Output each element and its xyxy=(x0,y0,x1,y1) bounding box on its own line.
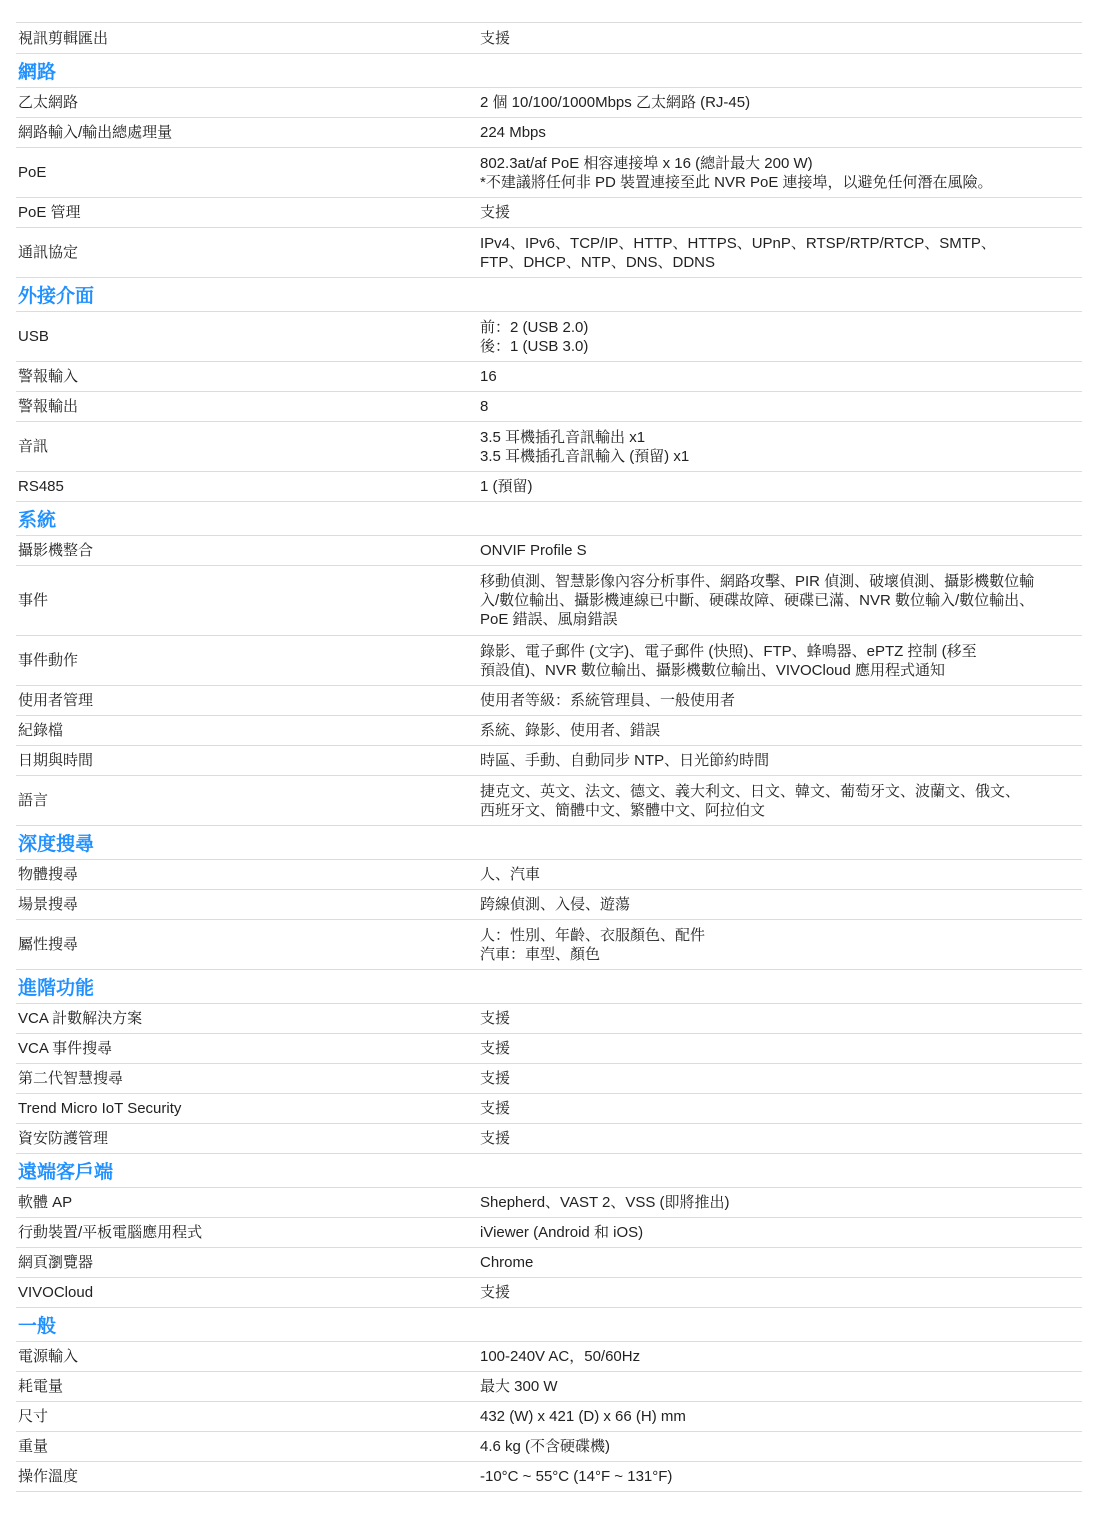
spec-label: VCA 計數解決方案 xyxy=(18,1010,143,1027)
spec-label: 語言 xyxy=(18,792,49,809)
spec-value xyxy=(480,1067,1082,1090)
section-title: 遠端客戶端 xyxy=(18,1162,114,1183)
spec-value-line: 支援 xyxy=(480,1284,511,1301)
spec-label: VCA 事件搜尋 xyxy=(18,1040,113,1057)
spec-value-line: 移動偵測、智慧影像內容分析事件、網路攻擊、PIR 偵測、破壞偵測、攝影機數位輸 xyxy=(480,573,1035,590)
spec-value-line: 時區、手動、自動同步 NTP、日光節約時間 xyxy=(480,752,770,769)
spec-label: 紀錄檔 xyxy=(18,722,64,739)
section-header xyxy=(16,278,1082,312)
spec-label: 屬性搜尋 xyxy=(18,936,79,953)
spec-value-line: 後：1 (USB 3.0) xyxy=(480,337,589,355)
spec-value-line: IPv4、IPv6、TCP/IP、HTTP、HTTPS、UPnP、RTSP/RTP/RTCP、SMTP、 xyxy=(480,234,996,252)
spec-value-line: 使用者等級：系統管理員、一般使用者 xyxy=(480,692,736,709)
spec-label: 行動裝置/平板電腦應用程式 xyxy=(18,1224,203,1241)
spec-value xyxy=(480,1251,1082,1274)
section-header xyxy=(16,502,1082,536)
spec-row xyxy=(16,746,1082,776)
spec-row xyxy=(16,88,1082,118)
spec-row xyxy=(16,1402,1082,1432)
spec-value xyxy=(480,780,1082,822)
spec-value xyxy=(480,121,1082,144)
section-header xyxy=(16,54,1082,88)
spec-value xyxy=(480,1097,1082,1120)
spec-label: 重量 xyxy=(18,1438,49,1455)
spec-label: 通訊協定 xyxy=(18,244,79,261)
spec-label: PoE 管理 xyxy=(18,204,81,221)
spec-value-line: 1 (預留) xyxy=(480,478,533,495)
section-header xyxy=(16,1154,1082,1188)
spec-value-line: 支援 xyxy=(480,1010,511,1027)
spec-label: 攝影機整合 xyxy=(18,542,94,559)
spec-row xyxy=(16,1094,1082,1124)
spec-value-line: 前：2 (USB 2.0) xyxy=(480,318,589,336)
spec-value-line: 人：性別、年齡、衣服顏色、配件 xyxy=(480,926,706,944)
spec-value-line: 3.5 耳機插孔音訊輸入 (預留) x1 xyxy=(480,447,690,465)
spec-label: PoE xyxy=(18,164,47,181)
section-title: 深度搜尋 xyxy=(18,834,95,855)
spec-row xyxy=(16,1248,1082,1278)
section-title: 外接介面 xyxy=(18,286,95,307)
spec-value xyxy=(480,689,1082,712)
spec-row xyxy=(16,1004,1082,1034)
spec-value-line: 錄影、電子郵件 (文字)、電子郵件 (快照)、FTP、蜂鳴器、ePTZ 控制 (移至 xyxy=(480,642,977,660)
spec-value xyxy=(480,152,1082,194)
spec-value-line: 2 個 10/100/1000Mbps 乙太網路 (RJ-45) xyxy=(480,94,751,111)
spec-label: 網路輸入/輸出總處理量 xyxy=(18,124,173,141)
spec-row xyxy=(16,148,1082,198)
spec-label: 警報輸入 xyxy=(18,368,79,385)
spec-row xyxy=(16,1124,1082,1154)
spec-value-line: 100-240V AC，50/60Hz xyxy=(480,1348,641,1365)
spec-value xyxy=(480,316,1082,358)
spec-value-line: 人、汽車 xyxy=(480,866,541,883)
spec-value-line: 3.5 耳機插孔音訊輸出 x1 xyxy=(480,428,646,446)
spec-value-line: 支援 xyxy=(480,1070,511,1087)
spec-value xyxy=(480,863,1082,886)
spec-row xyxy=(16,1278,1082,1308)
spec-value-line: 802.3at/af PoE 相容連接埠 x 16 (總計最大 200 W) xyxy=(480,154,813,172)
spec-value xyxy=(480,91,1082,114)
spec-value-line: 最大 300 W xyxy=(480,1378,558,1395)
spec-label: 網頁瀏覽器 xyxy=(18,1254,94,1271)
spec-row xyxy=(16,716,1082,746)
spec-row xyxy=(16,566,1082,636)
spec-value-line: 跨線偵測、入侵、遊蕩 xyxy=(480,896,631,913)
spec-label: 軟體 AP xyxy=(18,1194,73,1211)
spec-row xyxy=(16,686,1082,716)
spec-row xyxy=(16,1064,1082,1094)
spec-label: Trend Micro IoT Security xyxy=(18,1100,182,1117)
spec-value xyxy=(480,1281,1082,1304)
spec-row xyxy=(16,1372,1082,1402)
spec-row xyxy=(16,392,1082,422)
spec-value-line: 224 Mbps xyxy=(480,124,546,141)
spec-label: 音訊 xyxy=(18,438,49,455)
spec-value-line: ONVIF Profile S xyxy=(480,542,587,559)
spec-label: 第二代智慧搜尋 xyxy=(18,1070,124,1087)
spec-label: 事件動作 xyxy=(18,652,79,669)
spec-value-line: FTP、DHCP、NTP、DNS、DDNS xyxy=(480,253,716,271)
spec-value xyxy=(480,1221,1082,1244)
spec-row xyxy=(16,312,1082,362)
spec-value-line: -10°C ~ 55°C (14°F ~ 131°F) xyxy=(480,1468,673,1485)
spec-label: 乙太網路 xyxy=(18,94,79,111)
spec-value-line: Chrome xyxy=(480,1254,534,1271)
spec-value-line: 支援 xyxy=(480,29,511,47)
spec-row xyxy=(16,636,1082,686)
spec-value xyxy=(480,232,1082,274)
spec-value-line: 汽車：車型、顏色 xyxy=(480,945,601,963)
spec-value-line: 支援 xyxy=(480,1130,511,1147)
section-title: 系統 xyxy=(18,510,57,531)
spec-value-line: 8 xyxy=(480,398,489,415)
spec-value-line: 16 xyxy=(480,368,497,385)
spec-value xyxy=(480,27,1082,50)
spec-label: 使用者管理 xyxy=(18,692,94,709)
spec-value xyxy=(480,1191,1082,1214)
spec-row xyxy=(16,1188,1082,1218)
spec-label: 資安防護管理 xyxy=(18,1130,109,1147)
spec-label: 耗電量 xyxy=(18,1378,64,1395)
spec-row xyxy=(16,1034,1082,1064)
section-header xyxy=(16,1308,1082,1342)
spec-row xyxy=(16,1432,1082,1462)
spec-value xyxy=(480,570,1082,631)
spec-value-line: 入/數位輸出、攝影機連線已中斷、硬碟故障、硬碟已滿、NVR 數位輸入/數位輸出、 xyxy=(480,592,1035,609)
spec-row xyxy=(16,920,1082,970)
spec-value xyxy=(480,1375,1082,1398)
spec-label: 日期與時間 xyxy=(18,752,94,769)
spec-row xyxy=(16,472,1082,502)
spec-value xyxy=(480,1405,1082,1428)
spec-row xyxy=(16,890,1082,920)
spec-value xyxy=(480,395,1082,418)
spec-value-line: 預設值)、NVR 數位輸出、攝影機數位輸出、VIVOCloud 應用程式通知 xyxy=(480,661,946,679)
spec-row xyxy=(16,776,1082,826)
spec-value xyxy=(480,1465,1082,1488)
spec-value xyxy=(480,539,1082,562)
spec-row xyxy=(16,860,1082,890)
spec-row xyxy=(16,118,1082,148)
spec-value xyxy=(480,201,1082,224)
spec-label: 尺寸 xyxy=(18,1408,49,1425)
spec-label: 事件 xyxy=(18,592,49,609)
spec-value-line: 支援 xyxy=(480,1040,511,1057)
spec-value-line: 支援 xyxy=(480,1100,511,1117)
spec-value xyxy=(480,640,1082,682)
spec-label: VIVOCloud xyxy=(18,1284,94,1301)
spec-row xyxy=(16,198,1082,228)
spec-value xyxy=(480,719,1082,742)
spec-value-line: 系統、錄影、使用者、錯誤 xyxy=(480,722,661,739)
section-title: 網路 xyxy=(18,62,57,83)
spec-value-line: 支援 xyxy=(480,204,511,221)
section-title: 進階功能 xyxy=(18,978,95,999)
spec-value xyxy=(480,749,1082,772)
section-title: 一般 xyxy=(18,1316,57,1337)
spec-row xyxy=(16,422,1082,472)
spec-label: 電源輸入 xyxy=(18,1348,79,1365)
spec-row xyxy=(16,228,1082,278)
spec-value xyxy=(480,893,1082,916)
spec-label: 操作溫度 xyxy=(18,1468,79,1485)
spec-value xyxy=(480,1127,1082,1150)
spec-row xyxy=(16,1218,1082,1248)
spec-value-line: PoE 錯誤、風扇錯誤 xyxy=(480,611,618,628)
spec-value xyxy=(480,1345,1082,1368)
spec-table xyxy=(16,22,1082,1492)
spec-value-line: 432 (W) x 421 (D) x 66 (H) mm xyxy=(480,1408,686,1425)
spec-label: 物體搜尋 xyxy=(18,866,79,883)
spec-label: 視訊剪輯匯出 xyxy=(18,29,109,47)
spec-row xyxy=(16,362,1082,392)
spec-value xyxy=(480,1007,1082,1030)
spec-value-line: *不建議將任何非 PD 裝置連接至此 NVR PoE 連接埠，以避免任何潛在風險。 xyxy=(480,173,993,191)
spec-value xyxy=(480,1435,1082,1458)
spec-value xyxy=(480,475,1082,498)
spec-row xyxy=(16,23,1082,54)
section-header xyxy=(16,970,1082,1004)
spec-value xyxy=(480,426,1082,468)
spec-label: RS485 xyxy=(18,478,64,495)
spec-row xyxy=(16,536,1082,566)
section-header xyxy=(16,826,1082,860)
spec-value-line: iViewer (Android 和 iOS) xyxy=(480,1224,644,1241)
spec-value xyxy=(480,1037,1082,1060)
spec-row xyxy=(16,1342,1082,1372)
spec-row xyxy=(16,1462,1082,1492)
spec-label: 警報輸出 xyxy=(18,398,79,415)
spec-value-line: Shepherd、VAST 2、VSS (即將推出) xyxy=(480,1194,730,1211)
spec-value xyxy=(480,924,1082,966)
spec-value-line: 西班牙文、簡體中文、繁體中文、阿拉伯文 xyxy=(480,801,766,819)
spec-value xyxy=(480,365,1082,388)
spec-label: USB xyxy=(18,328,49,345)
spec-value-line: 捷克文、英文、法文、德文、義大利文、日文、韓文、葡萄牙文、波蘭文、俄文、 xyxy=(480,782,1021,800)
spec-label: 場景搜尋 xyxy=(18,896,79,913)
spec-value-line: 4.6 kg (不含硬碟機) xyxy=(480,1438,611,1455)
